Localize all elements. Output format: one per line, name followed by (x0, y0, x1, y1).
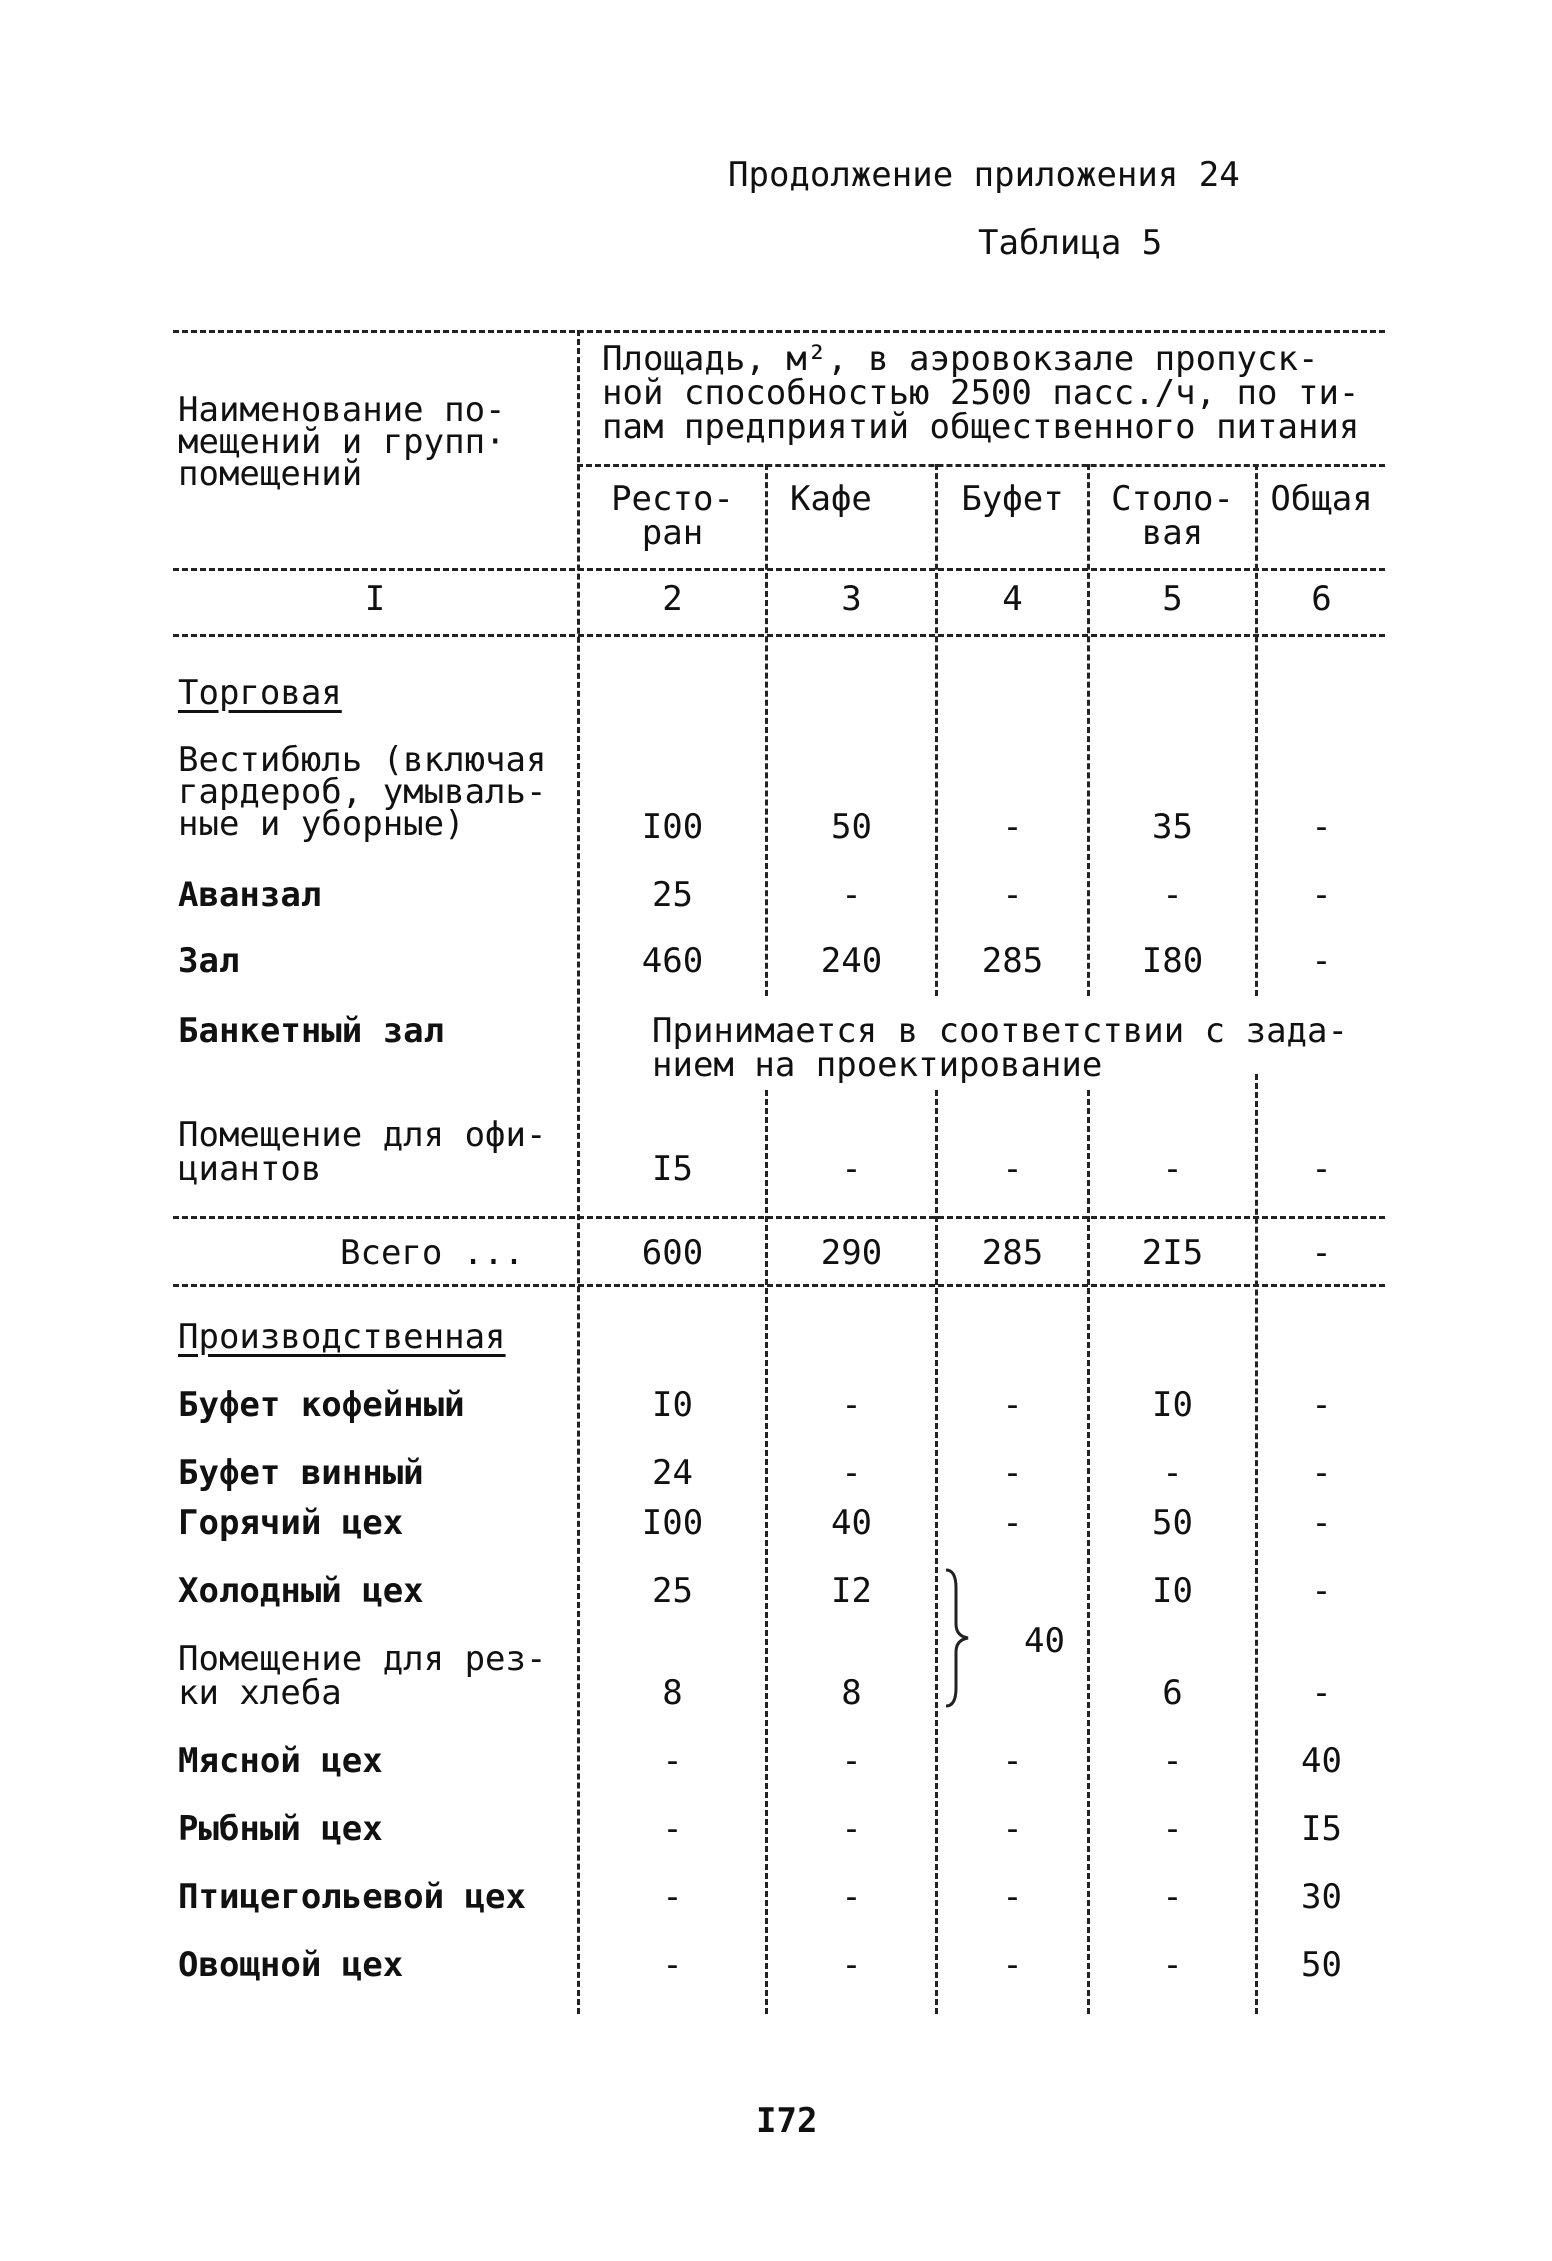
cell: - (662, 1741, 683, 1781)
cell: - (1002, 1809, 1023, 1849)
colnum-1: I (364, 579, 386, 619)
cell: 285 (981, 941, 1044, 981)
page-number: I72 (756, 2101, 818, 2141)
cell: - (662, 1877, 683, 1917)
cell: - (1311, 1571, 1332, 1611)
cell: - (1162, 1453, 1183, 1493)
cell: - (1311, 1149, 1332, 1189)
cell: - (1002, 1385, 1023, 1425)
cell: 30 (1301, 1877, 1342, 1917)
cell: - (1311, 875, 1332, 915)
col1-header: Наименование по- мещений и групп· помещений (178, 390, 506, 494)
curly-brace-icon (940, 1568, 980, 1708)
total-label: Всего ... (340, 1233, 525, 1273)
cell: I0 (1152, 1385, 1193, 1425)
row-name: Холодный цех (178, 1571, 424, 1611)
cell: - (1162, 1877, 1183, 1917)
cell: 40 (1301, 1741, 1342, 1781)
row-name: Рыбный цех (178, 1809, 383, 1849)
cell: 25 (652, 875, 693, 915)
row-name: Буфет кофейный (178, 1385, 465, 1425)
total-cell: - (1311, 1233, 1332, 1273)
cell: - (1311, 941, 1332, 981)
cell: - (1311, 1503, 1332, 1543)
cell: 460 (641, 941, 704, 981)
cell: 24 (652, 1453, 693, 1493)
row-name: Мясной цех (178, 1741, 383, 1781)
row-name: Буфет винный (178, 1453, 424, 1493)
cell: - (1162, 875, 1183, 915)
cell: - (1162, 1809, 1183, 1849)
buffet-combined-value: 40 (1024, 1621, 1065, 1661)
vrule-2a (765, 464, 768, 996)
cell: 50 (831, 807, 872, 847)
cell: - (1002, 1503, 1023, 1543)
cell: I2 (831, 1571, 872, 1611)
cell: - (1311, 1385, 1332, 1425)
row-name-hall: Зал (178, 941, 240, 981)
subheader-canteen: Столо- вая (1111, 479, 1234, 553)
cell: 25 (652, 1571, 693, 1611)
cell: - (841, 1453, 862, 1493)
colnum-4: 4 (1002, 579, 1023, 619)
cell: - (662, 1945, 683, 1985)
vrule-3b (935, 1090, 938, 2014)
total-cell: 600 (641, 1233, 704, 1273)
cell: I5 (652, 1149, 693, 1189)
row-name: Горячий цех (178, 1503, 404, 1543)
colnum-2: 2 (662, 579, 683, 619)
cell: 50 (1152, 1503, 1193, 1543)
cell: - (662, 1809, 683, 1849)
rule-total-bottom (173, 1284, 1385, 1287)
cell: - (1311, 1453, 1332, 1493)
cell: I5 (1301, 1809, 1342, 1849)
cell: - (1311, 1673, 1332, 1713)
total-cell: 285 (981, 1233, 1044, 1273)
cell: 35 (1152, 807, 1193, 847)
cell: - (841, 1741, 862, 1781)
subheader-common: Общая (1270, 479, 1373, 519)
subheader-buffet: Буфет (961, 479, 1064, 519)
cell: I00 (641, 1503, 704, 1543)
vrule-3a (935, 464, 938, 996)
vrule-5b (1255, 1074, 1258, 2014)
total-cell: 290 (820, 1233, 883, 1273)
row-name-bread-room: Помещение для рез- ки хлеба (178, 1639, 547, 1713)
cell: - (1162, 1149, 1183, 1189)
group-header: Площадь, м², в аэровокзале пропуск- ной способностью 2500 пасс./ч, по ти- пам предприятий общественного питания (602, 339, 1360, 447)
cell: I0 (652, 1385, 693, 1425)
cell: - (1002, 1945, 1023, 1985)
row-name-banquet-hall: Банкетный зал (178, 1011, 445, 1051)
cell: - (841, 875, 862, 915)
cell: - (1002, 1149, 1023, 1189)
table-number: Таблица 5 (978, 223, 1163, 263)
cell: - (841, 1149, 862, 1189)
subheader-cafe: Кафе (790, 479, 872, 519)
vrule-4b (1087, 1090, 1090, 2014)
cell: 50 (1301, 1945, 1342, 1985)
rule-header-bottom (173, 568, 1385, 571)
cell: 6 (1162, 1673, 1183, 1713)
rule-top (173, 330, 1385, 333)
section-trade: Торговая (178, 673, 342, 713)
cell: - (841, 1809, 862, 1849)
row-name-vestibule: Вестибюль (включая гардероб, умываль- ные и уборные) (178, 740, 547, 844)
continuation-title: Продолжение приложения 24 (728, 155, 1240, 195)
cell: - (1002, 807, 1023, 847)
colnum-3: 3 (841, 579, 862, 619)
cell: - (1162, 1945, 1183, 1985)
cell: - (841, 1385, 862, 1425)
subheader-restaurant: Ресто- ран (611, 479, 734, 553)
banquet-note: Принимается в соответствии с зада- нием на проектирование (652, 1011, 1348, 1085)
cell: I0 (1152, 1571, 1193, 1611)
row-name-waiters-room: Помещение для офи- циантов (178, 1115, 547, 1189)
cell: - (1311, 807, 1332, 847)
cell: 240 (820, 941, 883, 981)
row-name: Овощной цех (178, 1945, 404, 1985)
colnum-5: 5 (1162, 579, 1183, 619)
section-production: Производственная (178, 1317, 506, 1357)
row-name: Птицегольевой цех (178, 1877, 526, 1917)
cell: I00 (641, 807, 704, 847)
row-name-antehall: Аванзал (178, 875, 322, 915)
vrule-2b (765, 1090, 768, 2014)
cell: - (1002, 1877, 1023, 1917)
cell: 40 (831, 1503, 872, 1543)
rule-numbers-bottom (173, 634, 1385, 637)
cell: 8 (662, 1673, 683, 1713)
rule-group (577, 464, 1385, 467)
vrule-5a (1255, 464, 1258, 996)
cell: I80 (1141, 941, 1204, 981)
cell: - (1002, 875, 1023, 915)
cell: - (1002, 1741, 1023, 1781)
colnum-6: 6 (1311, 579, 1332, 619)
cell: - (1002, 1453, 1023, 1493)
cell: - (841, 1877, 862, 1917)
rule-total-top (173, 1216, 1385, 1219)
cell: - (841, 1945, 862, 1985)
total-cell: 2I5 (1141, 1233, 1204, 1273)
cell: - (1162, 1741, 1183, 1781)
cell: 8 (841, 1673, 862, 1713)
